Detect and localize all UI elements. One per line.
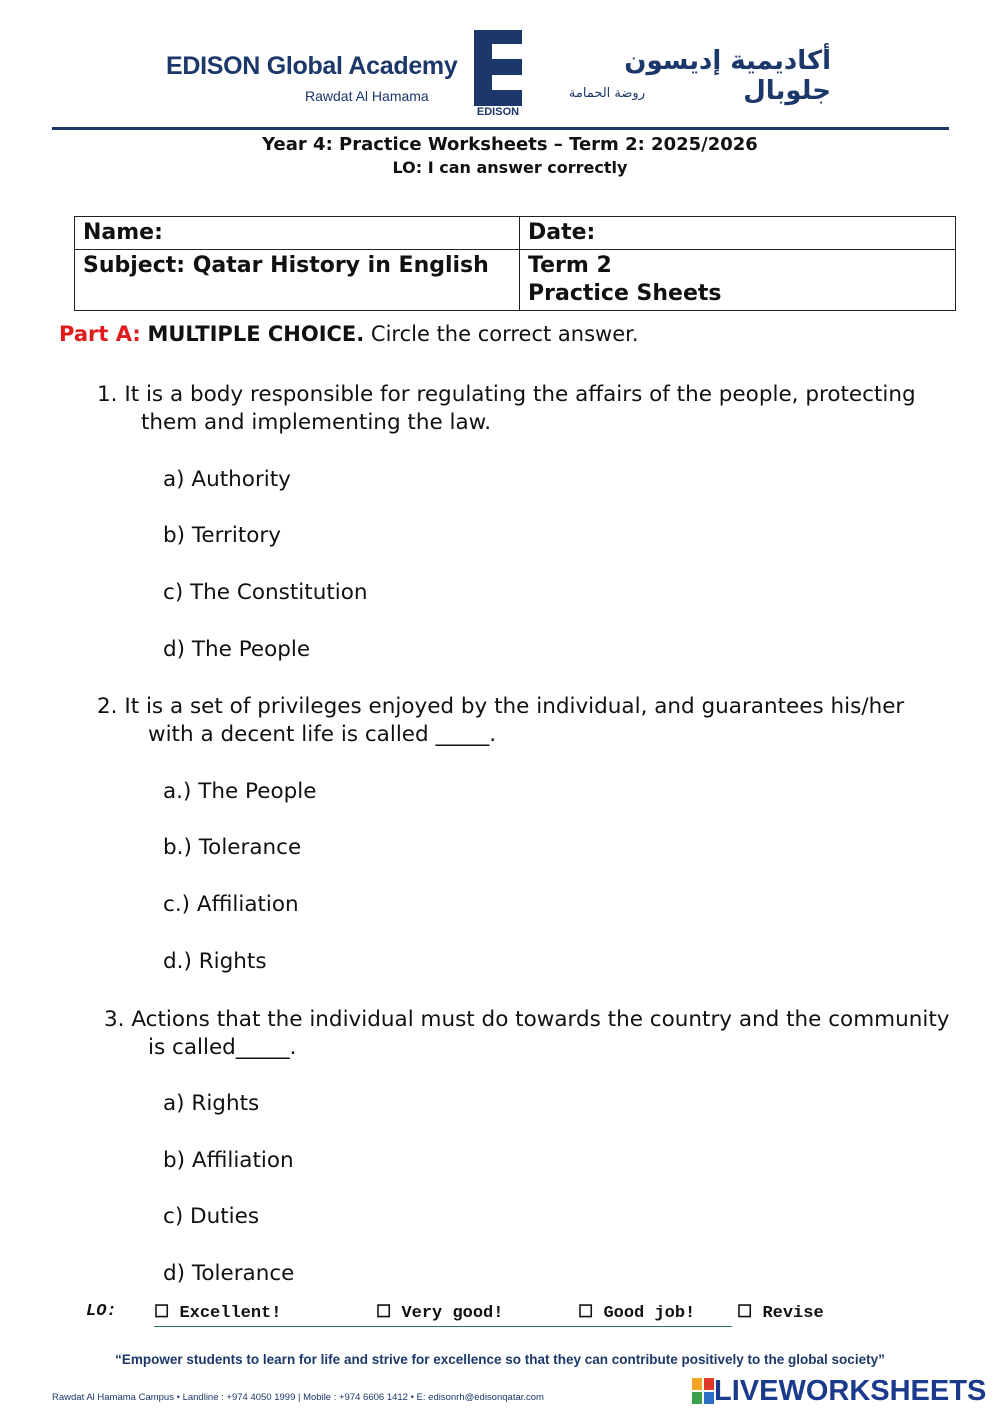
q2-option-b[interactable]: b.) Tolerance (163, 835, 302, 860)
logo-wordmark: EDISON (476, 106, 520, 118)
date-cell[interactable] (520, 217, 956, 250)
worksheet-title: Year 4: Practice Worksheets – Term 2: 2025/2026 (262, 134, 758, 155)
lo-underline (154, 1326, 732, 1327)
lo-excellent[interactable]: ☐ Excellent! (154, 1304, 282, 1323)
campus-name-en: Rawdat Al Hamama (305, 88, 429, 104)
question-1-line1: 1. It is a body responsible for regulating the affairs of the people, protecting (97, 382, 916, 407)
question-3-line2: is called_____. (148, 1035, 297, 1060)
q1-option-c[interactable]: c) The Constitution (163, 580, 368, 605)
question-1-line2: them and implementing the law. (141, 410, 492, 435)
worksheet-lo: LO: I can answer correctly (392, 158, 628, 177)
school-name-en: EDISON Global Academy (166, 52, 458, 80)
question-2-line1: 2. It is a set of privileges enjoyed by the individual, and guarantees his/her (97, 694, 905, 719)
header-divider (52, 127, 949, 130)
term-label: Term 2 (528, 253, 612, 278)
subject-label: Subject: Qatar History in English (83, 253, 489, 278)
q3-option-d[interactable]: d) Tolerance (163, 1261, 295, 1286)
contact-footer: Rawdat Al Hamama Campus • Landline : +974 4050 1999 | Mobile : +974 6606 1412 • E: edisonrh@edisonqatar.com (52, 1392, 544, 1403)
name-label: Name: (83, 220, 163, 245)
q2-option-d[interactable]: d.) Rights (163, 949, 267, 974)
campus-name-ar: روضة الحمامة (568, 86, 645, 101)
q3-option-b[interactable]: b) Affiliation (163, 1148, 294, 1173)
liveworksheets-watermark (692, 1376, 986, 1406)
name-cell[interactable] (75, 217, 520, 250)
liveworksheets-text: LIVEWORKSHEETS (714, 1374, 987, 1407)
lo-very-good[interactable]: ☐ Very good! (376, 1304, 504, 1323)
edison-logo (474, 30, 522, 106)
q1-option-b[interactable]: b) Territory (163, 523, 281, 548)
question-2-line2: with a decent life is called _____. (148, 722, 497, 747)
part-a-label: Part A: (59, 322, 141, 346)
part-a-instruction: Circle the correct answer. (364, 322, 639, 346)
question-3-line1: 3. Actions that the individual must do towards the country and the community (104, 1007, 950, 1032)
part-a-type: MULTIPLE CHOICE. (147, 322, 365, 346)
q3-option-a[interactable]: a) Rights (163, 1091, 260, 1116)
student-info-table (74, 216, 956, 311)
lo-good-job[interactable]: ☐ Good job! (578, 1304, 696, 1323)
logo-e-icon (474, 30, 522, 106)
lo-rating-label: LO: (86, 1302, 117, 1321)
school-name-ar: أكاديمية إديسون جلوبال (624, 46, 831, 106)
liveworksheets-icon (692, 1378, 714, 1404)
part-a-heading (59, 322, 639, 346)
lo-revise[interactable]: ☐ Revise (737, 1304, 824, 1323)
q2-option-c[interactable]: c.) Affiliation (163, 892, 299, 917)
q3-option-c[interactable]: c) Duties (163, 1204, 260, 1229)
q1-option-d[interactable]: d) The People (163, 637, 311, 662)
sheets-label: Practice Sheets (528, 281, 722, 306)
q1-option-a[interactable]: a) Authority (163, 467, 291, 492)
mission-quote: “Empower students to learn for life and strive for excellence so that they can contribute positively to the global society” (115, 1352, 885, 1367)
subject-cell (75, 250, 520, 311)
q2-option-a[interactable]: a.) The People (163, 779, 317, 804)
term-cell (520, 250, 956, 311)
date-label: Date: (528, 220, 596, 245)
